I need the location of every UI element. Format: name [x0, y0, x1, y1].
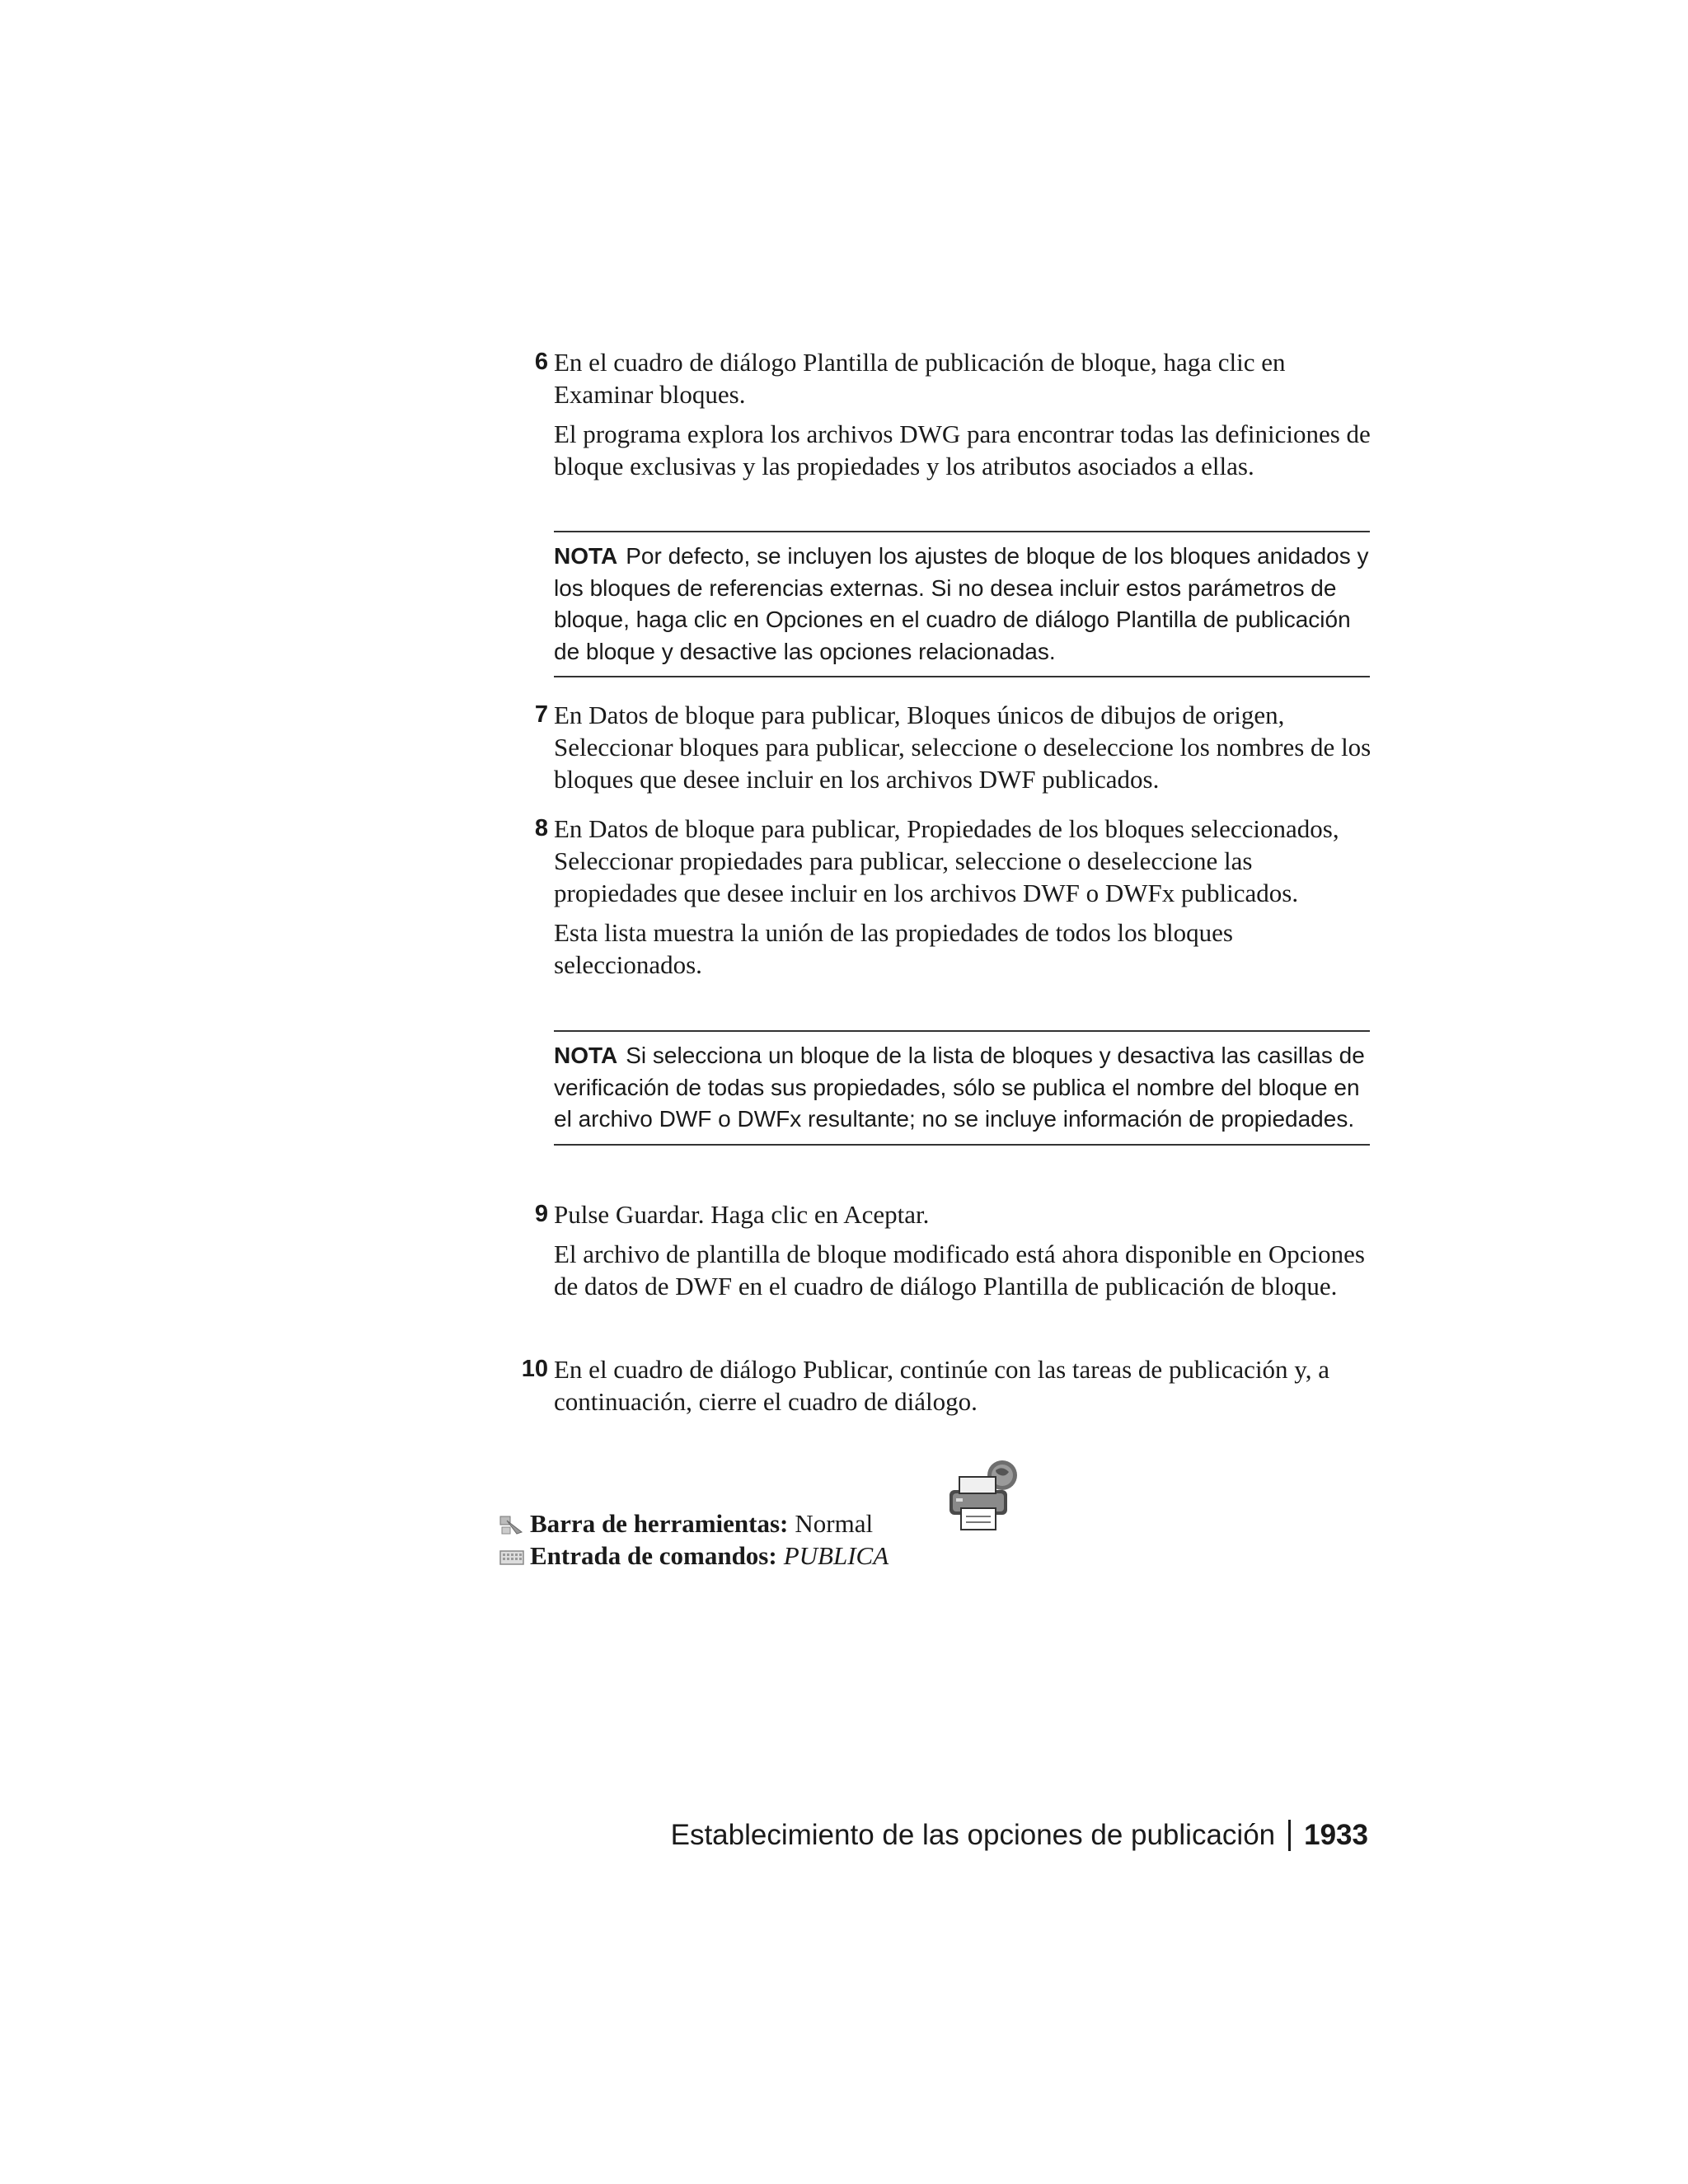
keyboard-icon — [499, 1544, 525, 1568]
step-paragraph: El programa explora los archivos DWG para encontrar todas las definiciones de bloque exclusivas y las propiedades y los atributos asociados a ellas. — [554, 419, 1371, 480]
note-label: NOTA — [554, 543, 618, 569]
step-8 — [503, 813, 1376, 988]
note-label: NOTA — [554, 1043, 618, 1068]
step-10 — [503, 1353, 1376, 1425]
step-paragraph: En Datos de bloque para publicar, Bloques únicos de dibujos de origen, Seleccionar bloques para publicar, seleccione o deseleccione los nombres de los bloques que desee incluir en los archivos DWF publicados. — [554, 701, 1372, 794]
step-number: 6 — [534, 349, 548, 375]
step-9 — [503, 1198, 1376, 1310]
step-paragraph: En Datos de bloque para publicar, Propiedades de los bloques seleccionados, Seleccionar propiedades para publicar, seleccione o deseleccione las propiedades que desee incluir en los archivos DWF o DWFx publicados. — [554, 814, 1339, 907]
note-text: Si selecciona un bloque de la lista de bloques y desactiva las casillas de verificación de todas sus propiedades, sólo se publica el nombre del bloque en el archivo DWF o DWFx resultante; no se incluye información de propiedades. — [554, 1043, 1365, 1132]
step-7 — [503, 699, 1376, 803]
toolbar-icon — [499, 1512, 525, 1535]
command-value: PUBLICA — [783, 1541, 889, 1570]
step-6 — [503, 346, 1376, 490]
step-paragraph: Pulse Guardar. Haga clic en Aceptar. — [554, 1200, 930, 1229]
step-number: 8 — [534, 815, 548, 841]
footer-separator — [1288, 1820, 1291, 1851]
toolbar-label: Barra de herramientas: — [530, 1509, 789, 1538]
toolbar-access-line — [499, 1507, 1158, 1540]
step-number: 7 — [534, 701, 548, 728]
note-text: Por defecto, se incluyen los ajustes de bloque de los bloques anidados y los bloques de referencias externas. Si no desea incluir estos parámetros de bloque, haga clic en Opciones en el cuadro de diálogo Plantilla de publicación de bloque y desactive las opciones relacionadas. — [554, 543, 1369, 664]
access-methods — [499, 1507, 1158, 1572]
note-box — [554, 1030, 1370, 1146]
toolbar-value: Normal — [795, 1509, 874, 1538]
page-number: 1933 — [1304, 1819, 1368, 1851]
step-number: 9 — [534, 1201, 548, 1227]
step-paragraph: El archivo de plantilla de bloque modificado está ahora disponible en Opciones de datos de DWF en el cuadro de diálogo Plantilla de publicación de bloque. — [554, 1240, 1365, 1301]
step-paragraph: En el cuadro de diálogo Publicar, continúe con las tareas de publicación y, a continuación, cierre el cuadro de diálogo. — [554, 1355, 1330, 1416]
note-box — [554, 531, 1370, 677]
command-access-line — [499, 1540, 1158, 1572]
step-paragraph: Esta lista muestra la unión de las propiedades de todos los bloques seleccionados. — [554, 918, 1233, 979]
command-label: Entrada de comandos: — [530, 1541, 777, 1570]
step-number: 10 — [521, 1356, 548, 1382]
footer-section-title: Establecimiento de las opciones de publicación — [670, 1819, 1276, 1851]
page-footer — [671, 1817, 1368, 1854]
step-paragraph: En el cuadro de diálogo Plantilla de publicación de bloque, haga clic en Examinar bloques. — [554, 348, 1286, 409]
